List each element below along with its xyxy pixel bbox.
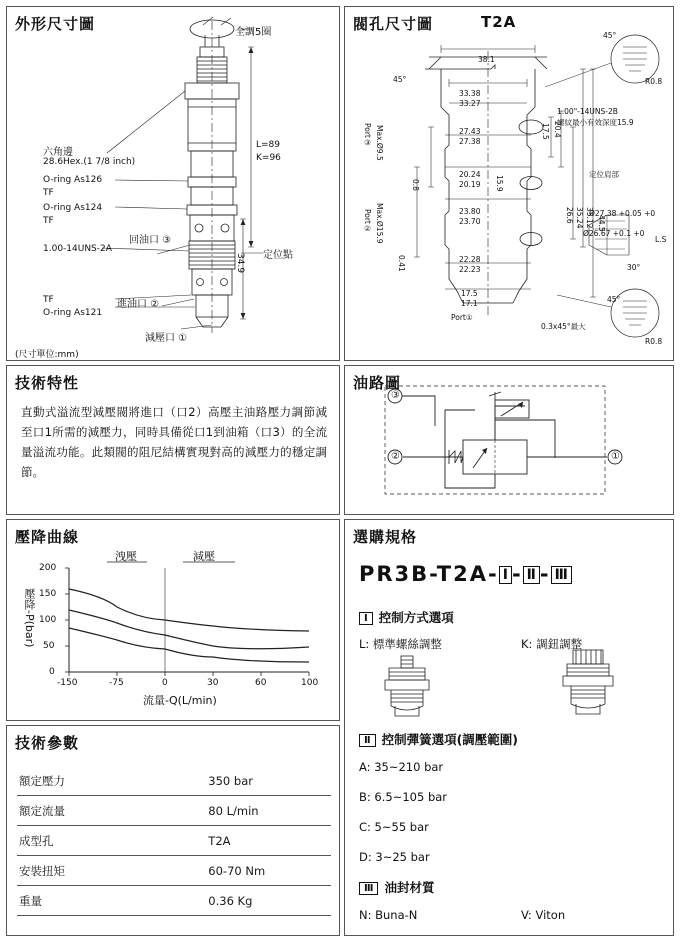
parameters-table bbox=[17, 766, 331, 916]
param-value: T2A bbox=[158, 826, 331, 856]
xtick-neg150: -150 bbox=[57, 678, 78, 688]
label-inlet-port: 進油口 ② bbox=[117, 299, 160, 310]
ytick-150: 150 bbox=[39, 589, 57, 599]
circuit-port-2: ② bbox=[391, 451, 400, 462]
param-key: 額定流量 bbox=[17, 796, 158, 826]
ytick-100: 100 bbox=[39, 615, 57, 625]
pressure-drop-curve-panel bbox=[6, 519, 340, 721]
ytick-50: 50 bbox=[43, 641, 55, 651]
dim-20-4: 20.4 bbox=[553, 121, 562, 138]
circuit-panel-title: 油路圖 bbox=[353, 374, 402, 392]
note-thread-2: 螺紋最小有效深度15.9 bbox=[557, 118, 634, 127]
label-dim-K: K=96 bbox=[256, 153, 281, 163]
xtick-100: 100 bbox=[301, 678, 319, 688]
label-dim-34-9: 34.9 bbox=[235, 253, 245, 274]
label-locate-point: 定位點 bbox=[263, 250, 293, 261]
section-3-heading bbox=[359, 878, 434, 896]
label-reduce-port: 減壓口 ① bbox=[145, 333, 188, 344]
dim-17-5-b: 17.5 bbox=[541, 123, 550, 140]
angle-45-1: 45° bbox=[603, 31, 617, 40]
section-3-title: 油封材質 bbox=[384, 880, 435, 895]
label-port3: Port③ bbox=[363, 123, 372, 147]
cavity-panel-title: 閥孔尺寸圖 bbox=[353, 15, 434, 33]
angle-45-3: 45° bbox=[607, 295, 621, 304]
dim-27-38: 27.38 bbox=[459, 137, 481, 146]
option-specification-panel bbox=[344, 519, 674, 936]
circuit-port-1: ① bbox=[611, 451, 620, 462]
angle-45-2: 45° bbox=[393, 75, 407, 84]
dim-27-38-tol: Ø27.38 +0.05 +0 bbox=[589, 209, 656, 218]
label-oring-as124: O-ring As124 bbox=[43, 203, 103, 213]
label-shoulder: 定位肩部 bbox=[589, 170, 619, 179]
ytick-200: 200 bbox=[39, 563, 57, 573]
xtick-30: 30 bbox=[207, 678, 219, 688]
dim-23-80: 23.80 bbox=[459, 207, 481, 216]
dim-20-24: 20.24 bbox=[459, 170, 481, 179]
dim-35-24: 35.24 bbox=[575, 207, 584, 229]
dim-44-5: 44.5 bbox=[597, 215, 606, 232]
label-chamfer: 0.3x45°最大 bbox=[541, 322, 586, 331]
label-oring-as126: O-ring As126 bbox=[43, 175, 103, 185]
param-key: 額定壓力 bbox=[17, 766, 158, 796]
chart-ylabel: 壓降-P(bar) bbox=[23, 588, 36, 648]
radius-08-1: R0.8 bbox=[645, 77, 663, 86]
table-row bbox=[17, 796, 331, 826]
label-port1: Port① bbox=[451, 313, 473, 322]
option-panel-title: 選購規格 bbox=[353, 528, 418, 546]
technical-characteristics-panel bbox=[6, 365, 340, 515]
circuit-drawing bbox=[345, 366, 675, 516]
label-tf-1: TF bbox=[43, 188, 54, 198]
dim-26-67-tol: Ø26.67 +0.1 +0 bbox=[583, 229, 645, 238]
dim-38-1: 38.1 bbox=[478, 55, 495, 64]
circuit-port-3: ③ bbox=[391, 390, 400, 401]
param-value: 80 L/min bbox=[158, 796, 331, 826]
param-panel-title: 技術參數 bbox=[15, 734, 80, 752]
dim-15-9: 15.9 bbox=[495, 175, 504, 192]
radius-08-2: R0.8 bbox=[645, 337, 663, 346]
seal-option-v: V: Viton bbox=[521, 908, 566, 922]
dim-27-43: 27.43 bbox=[459, 127, 481, 136]
outline-panel-title: 外形尺寸圖 bbox=[15, 15, 96, 33]
section-2-title: 控制彈簧選項(調壓範圍) bbox=[381, 732, 519, 747]
label-thread-1-00: 1.00-14UNS-2A bbox=[43, 244, 112, 254]
cavity-dimension-panel bbox=[344, 6, 674, 361]
dim-33-27: 33.27 bbox=[459, 99, 481, 108]
circuit-diagram-panel bbox=[344, 365, 674, 515]
outline-dimension-panel bbox=[6, 6, 340, 361]
model-part-2: Ⅱ bbox=[523, 566, 540, 584]
tech-panel-title: 技術特性 bbox=[15, 374, 80, 392]
table-row bbox=[17, 856, 331, 886]
label-hex-size: 28.6Hex.(1 7/8 inch) bbox=[43, 157, 136, 167]
label-tf-2: TF bbox=[43, 216, 54, 226]
dim-0-8: 0.8 bbox=[411, 179, 420, 191]
label-hex: 六角邊 bbox=[43, 147, 73, 158]
note-thread-1: 1.00"-14UNS-2B bbox=[557, 107, 618, 116]
cavity-code: T2A bbox=[481, 13, 517, 31]
xtick-60: 60 bbox=[255, 678, 267, 688]
section-1-numeral: Ⅰ bbox=[359, 612, 373, 625]
technical-parameters-panel bbox=[6, 725, 340, 936]
dim-17-1: 17.1 bbox=[461, 299, 478, 308]
dim-33-38: 33.38 bbox=[459, 89, 481, 98]
seal-option-n: N: Buna-N bbox=[359, 908, 418, 922]
option-illustrations bbox=[345, 520, 675, 937]
section-1-title: 控制方式選項 bbox=[378, 610, 454, 625]
chart-xlabel: 流量-Q(L/min) bbox=[143, 694, 217, 707]
legend-discharge: 洩壓 bbox=[115, 550, 137, 563]
dim-26-6: 26.6 bbox=[565, 207, 574, 224]
label-return-port: 回油口 ③ bbox=[129, 235, 172, 246]
label-unit: (尺寸單位:mm) bbox=[15, 350, 79, 360]
param-value: 350 bar bbox=[158, 766, 331, 796]
table-row bbox=[17, 826, 331, 856]
angle-30: 30° bbox=[627, 263, 641, 272]
section-2-heading bbox=[359, 730, 518, 748]
model-part-3: Ⅲ bbox=[551, 566, 572, 584]
dim-0-41: 0.41 bbox=[397, 255, 406, 272]
label-tf-3: TF bbox=[43, 295, 54, 305]
dim-17-5: 17.5 bbox=[461, 289, 478, 298]
label-ls: L.S bbox=[655, 235, 667, 244]
model-code: PR3B-T2A- Ⅰ - Ⅱ - Ⅲ bbox=[359, 562, 572, 586]
dim-22-23: 22.23 bbox=[459, 265, 481, 274]
label-port2: Port② bbox=[363, 209, 372, 233]
table-row bbox=[17, 886, 331, 916]
spring-option-a: A: 35~210 bar bbox=[359, 760, 444, 774]
ytick-0: 0 bbox=[49, 667, 55, 677]
param-key: 重量 bbox=[17, 886, 158, 916]
param-key: 安裝扭矩 bbox=[17, 856, 158, 886]
label-full-turn: 全調5圈 bbox=[235, 27, 272, 38]
label-dim-L: L=89 bbox=[256, 140, 281, 150]
cavity-drawing bbox=[345, 7, 675, 362]
dim-35-12: 35.12 bbox=[585, 207, 594, 229]
param-value: 0.36 Kg bbox=[158, 886, 331, 916]
label-port2-max: Max.Ø15.9 bbox=[375, 203, 384, 244]
spring-option-d: D: 3~25 bar bbox=[359, 850, 430, 864]
curve-panel-title: 壓降曲線 bbox=[15, 528, 80, 546]
param-key: 成型孔 bbox=[17, 826, 158, 856]
dim-22-28: 22.28 bbox=[459, 255, 481, 264]
dim-20-19: 20.19 bbox=[459, 180, 481, 189]
option-K-label: K: 調鈕調整 bbox=[521, 637, 583, 651]
spring-option-b: B: 6.5~105 bar bbox=[359, 790, 448, 804]
model-prefix: PR3B-T2A- bbox=[359, 562, 499, 586]
model-part-1: Ⅰ bbox=[499, 566, 512, 584]
legend-reduce: 減壓 bbox=[193, 550, 215, 563]
spring-option-c: C: 5~55 bar bbox=[359, 820, 429, 834]
param-value: 60-70 Nm bbox=[158, 856, 331, 886]
xtick-neg75: -75 bbox=[109, 678, 124, 688]
dim-23-70: 23.70 bbox=[459, 217, 481, 226]
section-3-numeral: Ⅲ bbox=[359, 882, 378, 895]
tech-description: 直動式溢流型減壓閥將進口（口2）高壓主油路壓力調節減至口1所需的減壓力，同時具備從口1到油箱（口3）的全流量溢流功能。此類閥的阻尼結構實現對高的減壓力的穩定調節。 bbox=[21, 405, 327, 480]
section-2-numeral: Ⅱ bbox=[359, 734, 376, 747]
table-row bbox=[17, 766, 331, 796]
label-oring-as121: O-ring As121 bbox=[43, 308, 103, 318]
label-port3-max: Max.Ø9.5 bbox=[375, 125, 384, 161]
xtick-0: 0 bbox=[162, 678, 168, 688]
option-L-label: L: 標準螺絲調整 bbox=[359, 637, 442, 651]
